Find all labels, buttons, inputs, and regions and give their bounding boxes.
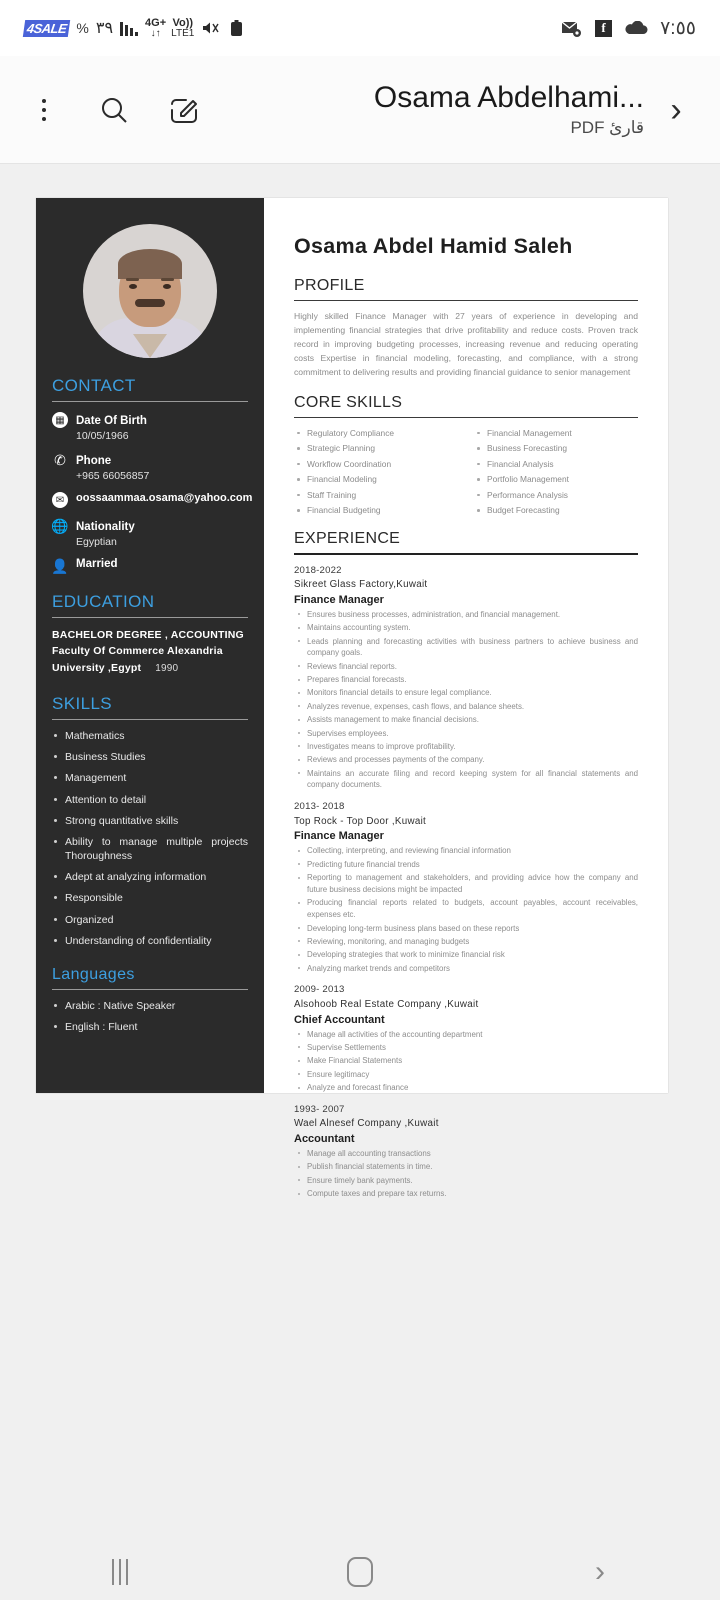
battery-icon bbox=[228, 6, 244, 50]
resume-sidebar bbox=[36, 198, 264, 1093]
candidate-name: Osama Abdel Hamid Saleh bbox=[294, 234, 573, 258]
skills-heading: SKILLS bbox=[52, 694, 113, 714]
overflow-menu-icon[interactable] bbox=[22, 88, 66, 132]
experience-bullet: Collecting, interpreting, and reviewing financial information bbox=[294, 845, 638, 857]
experience-bullet: Producing financial reports related to budgets, account payables, account receivables, expenses etc. bbox=[294, 897, 638, 921]
experience-bullet: Ensure legitimacy bbox=[294, 1069, 638, 1081]
languages-list-item: Arabic : Native Speaker bbox=[52, 999, 248, 1013]
contact-value: 10/05/1966 bbox=[76, 430, 129, 442]
avatar bbox=[83, 224, 217, 358]
languages-divider bbox=[52, 989, 248, 990]
skills-list-item: Business Studies bbox=[52, 750, 248, 764]
core-skills-divider bbox=[294, 417, 638, 418]
skills-list-item: Adept at analyzing information bbox=[52, 870, 248, 884]
pdf-viewport[interactable] bbox=[0, 164, 720, 1543]
experience-dates: 1993- 2007 bbox=[294, 1103, 345, 1115]
back-button[interactable] bbox=[540, 1554, 660, 1588]
experience-company: Alsohoob Real Estate Company ,Kuwait bbox=[294, 998, 479, 1010]
education-degree: BACHELOR DEGREE , ACCOUNTING bbox=[52, 629, 244, 641]
experience-bullet: Developing strategies that work to minimize financial risk bbox=[294, 949, 638, 961]
mail-settings-icon bbox=[561, 6, 583, 50]
experience-bullet: Analyze and forecast finance bbox=[294, 1082, 638, 1094]
experience-bullet: Publish financial statements in time. bbox=[294, 1161, 638, 1173]
experience-bullet: Manage all activities of the accounting department bbox=[294, 1029, 638, 1041]
experience-bullet: Compute taxes and prepare tax returns. bbox=[294, 1188, 638, 1200]
email-icon: ✉ bbox=[52, 492, 68, 508]
volte-icon: Vo)) LTE1 bbox=[171, 16, 195, 39]
network-indicator bbox=[145, 18, 194, 39]
mute-icon bbox=[201, 6, 221, 50]
education-institution-line1: Faculty Of Commerce Alexandria bbox=[52, 645, 223, 658]
languages-list-item: English : Fluent bbox=[52, 1020, 248, 1034]
core-skill-item: Financial Modeling bbox=[294, 473, 458, 486]
experience-entry bbox=[294, 564, 638, 792]
experience-bullet: Predicting future financial trends bbox=[294, 859, 638, 871]
app-bar bbox=[0, 56, 720, 164]
contact-value: Egyptian bbox=[76, 536, 117, 548]
experience-bullet: Reviews financial reports. bbox=[294, 661, 638, 673]
core-skill-item: Staff Training bbox=[294, 489, 458, 502]
app-bar-actions bbox=[22, 88, 206, 132]
experience-bullet: Reporting to management and stakeholders, and providing advice how the company and future business decisions might be impacted bbox=[294, 872, 638, 896]
core-skill-item: Business Forecasting bbox=[474, 442, 638, 455]
back-icon: › bbox=[595, 1554, 605, 1588]
clock-text: ٧:٥٥ bbox=[660, 17, 696, 39]
core-skill-item: Portfolio Management bbox=[474, 473, 638, 486]
status-bar bbox=[0, 0, 720, 56]
experience-bullet: Ensures business processes, administration, and financial management. bbox=[294, 609, 638, 621]
calendar-icon: ▦ bbox=[52, 412, 68, 428]
education-year: 1990 bbox=[155, 662, 179, 674]
profile-divider bbox=[294, 300, 638, 301]
core-skill-item: Regulatory Compliance bbox=[294, 427, 458, 440]
education-entry bbox=[52, 627, 248, 676]
chevron-right-icon[interactable]: › bbox=[670, 90, 682, 129]
experience-company: Wael Alnesef Company ,Kuwait bbox=[294, 1118, 439, 1130]
edit-icon[interactable] bbox=[162, 88, 206, 132]
foursale-app-icon: 4SALE bbox=[23, 20, 71, 37]
experience-role: Finance Manager bbox=[294, 593, 384, 606]
skills-list bbox=[52, 729, 248, 948]
status-bar-left bbox=[24, 6, 244, 50]
contact-label: Phone bbox=[76, 455, 112, 467]
core-skill-item: Financial Budgeting bbox=[294, 504, 458, 517]
resume-main bbox=[264, 198, 668, 1199]
globe-icon: 🌐 bbox=[51, 517, 69, 534]
experience-bullet: Maintains an accurate filing and record keeping system for all financial statements and company documents. bbox=[294, 768, 638, 792]
experience-bullet: Reviewing, monitoring, and managing budgets bbox=[294, 936, 638, 948]
contact-item-marital bbox=[52, 557, 248, 574]
skills-list-item: Responsible bbox=[52, 891, 248, 905]
status-bar-right bbox=[561, 6, 696, 50]
contact-value: +965 66056857 bbox=[76, 470, 150, 482]
skills-list-item: Mathematics bbox=[52, 729, 248, 743]
core-skills-heading: CORE SKILLS bbox=[294, 393, 403, 411]
core-skill-item: Strategic Planning bbox=[294, 442, 458, 455]
app-subtitle: قارئ PDF bbox=[570, 118, 644, 137]
experience-dates: 2009- 2013 bbox=[294, 984, 345, 996]
experience-bullet: Developing long-term business plans based on these reports bbox=[294, 923, 638, 935]
experience-bullets bbox=[294, 845, 638, 974]
core-skills-column-right bbox=[474, 427, 638, 520]
experience-bullets bbox=[294, 609, 638, 792]
experience-bullet: Assists management to make financial decisions. bbox=[294, 714, 638, 726]
skills-list-item: Strong quantitative skills bbox=[52, 814, 248, 828]
experience-bullet: Analyzing market trends and competitors bbox=[294, 963, 638, 975]
experience-bullet: Analyzes revenue, expenses, cash flows, and balance sheets. bbox=[294, 701, 638, 713]
core-skill-item: Financial Analysis bbox=[474, 458, 638, 471]
experience-company: Top Rock - Top Door ,Kuwait bbox=[294, 815, 427, 827]
education-divider bbox=[52, 617, 248, 618]
profile-heading: PROFILE bbox=[294, 277, 365, 294]
contact-label: Date Of Birth bbox=[76, 415, 147, 427]
experience-company: Sikreet Glass Factory,Kuwait bbox=[294, 579, 428, 591]
search-icon[interactable] bbox=[92, 88, 136, 132]
contact-label: Married bbox=[76, 558, 118, 570]
experience-bullets bbox=[294, 1029, 638, 1094]
languages-heading: Languages bbox=[52, 965, 135, 983]
contact-item-phone bbox=[52, 451, 248, 482]
skills-list-item: Attention to detail bbox=[52, 793, 248, 807]
languages-list bbox=[52, 999, 248, 1034]
core-skill-item: Performance Analysis bbox=[474, 489, 638, 502]
skills-list-item: Organized bbox=[52, 913, 248, 927]
experience-role: Finance Manager bbox=[294, 830, 384, 843]
resume-page bbox=[36, 198, 668, 1199]
page-title: Osama Abdelhami... bbox=[373, 81, 644, 114]
experience-divider bbox=[294, 553, 638, 555]
core-skill-item: Workflow Coordination bbox=[294, 458, 458, 471]
experience-bullet: Maintains accounting system. bbox=[294, 622, 638, 634]
contact-item-email bbox=[52, 491, 253, 508]
experience-entry bbox=[294, 800, 638, 974]
education-institution-line2: University ,Egypt 1990 bbox=[52, 661, 179, 674]
experience-entry bbox=[294, 1103, 638, 1200]
home-icon bbox=[347, 1557, 373, 1587]
app-bar-title-block bbox=[216, 81, 654, 138]
experience-role: Accountant bbox=[294, 1132, 355, 1145]
education-heading: EDUCATION bbox=[52, 592, 155, 611]
core-skill-item: Financial Management bbox=[474, 427, 638, 440]
facebook-icon: f bbox=[595, 20, 612, 37]
experience-entry bbox=[294, 983, 638, 1093]
recents-button[interactable] bbox=[60, 1559, 180, 1585]
experience-list bbox=[294, 564, 638, 1200]
battery-level-text: ٣٩ bbox=[95, 20, 114, 37]
home-button[interactable] bbox=[300, 1557, 420, 1587]
experience-bullet: Leads planning and forecasting activities with business partners to achieve business and company goals. bbox=[294, 636, 638, 660]
experience-heading: EXPERIENCE bbox=[294, 529, 401, 547]
experience-bullet: Monitors financial details to ensure legal compliance. bbox=[294, 687, 638, 699]
core-skill-item: Budget Forecasting bbox=[474, 504, 638, 517]
signal-bars-icon bbox=[120, 20, 138, 36]
experience-bullet: Manage all accounting transactions bbox=[294, 1148, 638, 1160]
experience-bullet: Ensure timely bank payments. bbox=[294, 1175, 638, 1187]
profile-text: Highly skilled Finance Manager with 27 years of experience in developing and implementing financial strategies that drive profitability and reduce costs. Proven track record in improving budgeting processes, increasing revenue and reducing operating costs Expertise in financial modeling, forecasting, and compliance, with a strong commitment to delivering results and providing financial guidance to senior management bbox=[294, 311, 638, 377]
experience-bullet: Supervise Settlements bbox=[294, 1042, 638, 1054]
core-skills-grid bbox=[294, 427, 638, 520]
android-nav-bar bbox=[0, 1543, 720, 1600]
skills-list-item: Understanding of confidentiality bbox=[52, 934, 248, 948]
cloud-icon bbox=[624, 6, 648, 50]
experience-bullet: Investigates means to improve profitability. bbox=[294, 741, 638, 753]
experience-bullet: Make Financial Statements bbox=[294, 1055, 638, 1067]
skills-list-item: Management bbox=[52, 771, 248, 785]
experience-bullets bbox=[294, 1148, 638, 1200]
contact-item-nationality bbox=[52, 517, 248, 548]
experience-bullet: Prepares financial forecasts. bbox=[294, 674, 638, 686]
experience-bullet: Reviews and processes payments of the company. bbox=[294, 754, 638, 766]
network-type-icon: 4G+ ↓↑ bbox=[145, 16, 167, 39]
data-transfer-icon: ↓↑ bbox=[150, 27, 161, 39]
experience-dates: 2013- 2018 bbox=[294, 801, 345, 813]
contact-item-dob bbox=[52, 411, 248, 442]
experience-dates: 2018-2022 bbox=[294, 564, 342, 576]
contact-label: oossaammaa.osama@yahoo.com bbox=[76, 492, 253, 504]
person-icon: 👤 bbox=[51, 557, 69, 574]
phone-icon: ✆ bbox=[54, 451, 66, 468]
skills-list-item: Ability to manage multiple projects Thoroughness bbox=[52, 835, 248, 863]
contact-label: Nationality bbox=[76, 521, 135, 533]
sidebar-content bbox=[36, 376, 264, 1034]
core-skills-column-left bbox=[294, 427, 458, 520]
experience-bullet: Supervises employees. bbox=[294, 728, 638, 740]
contact-heading: CONTACT bbox=[52, 376, 136, 395]
battery-percent-symbol: % bbox=[76, 20, 89, 36]
contact-divider bbox=[52, 401, 248, 402]
experience-role: Chief Accountant bbox=[294, 1013, 385, 1026]
skills-divider bbox=[52, 719, 248, 720]
recents-icon bbox=[112, 1559, 128, 1585]
